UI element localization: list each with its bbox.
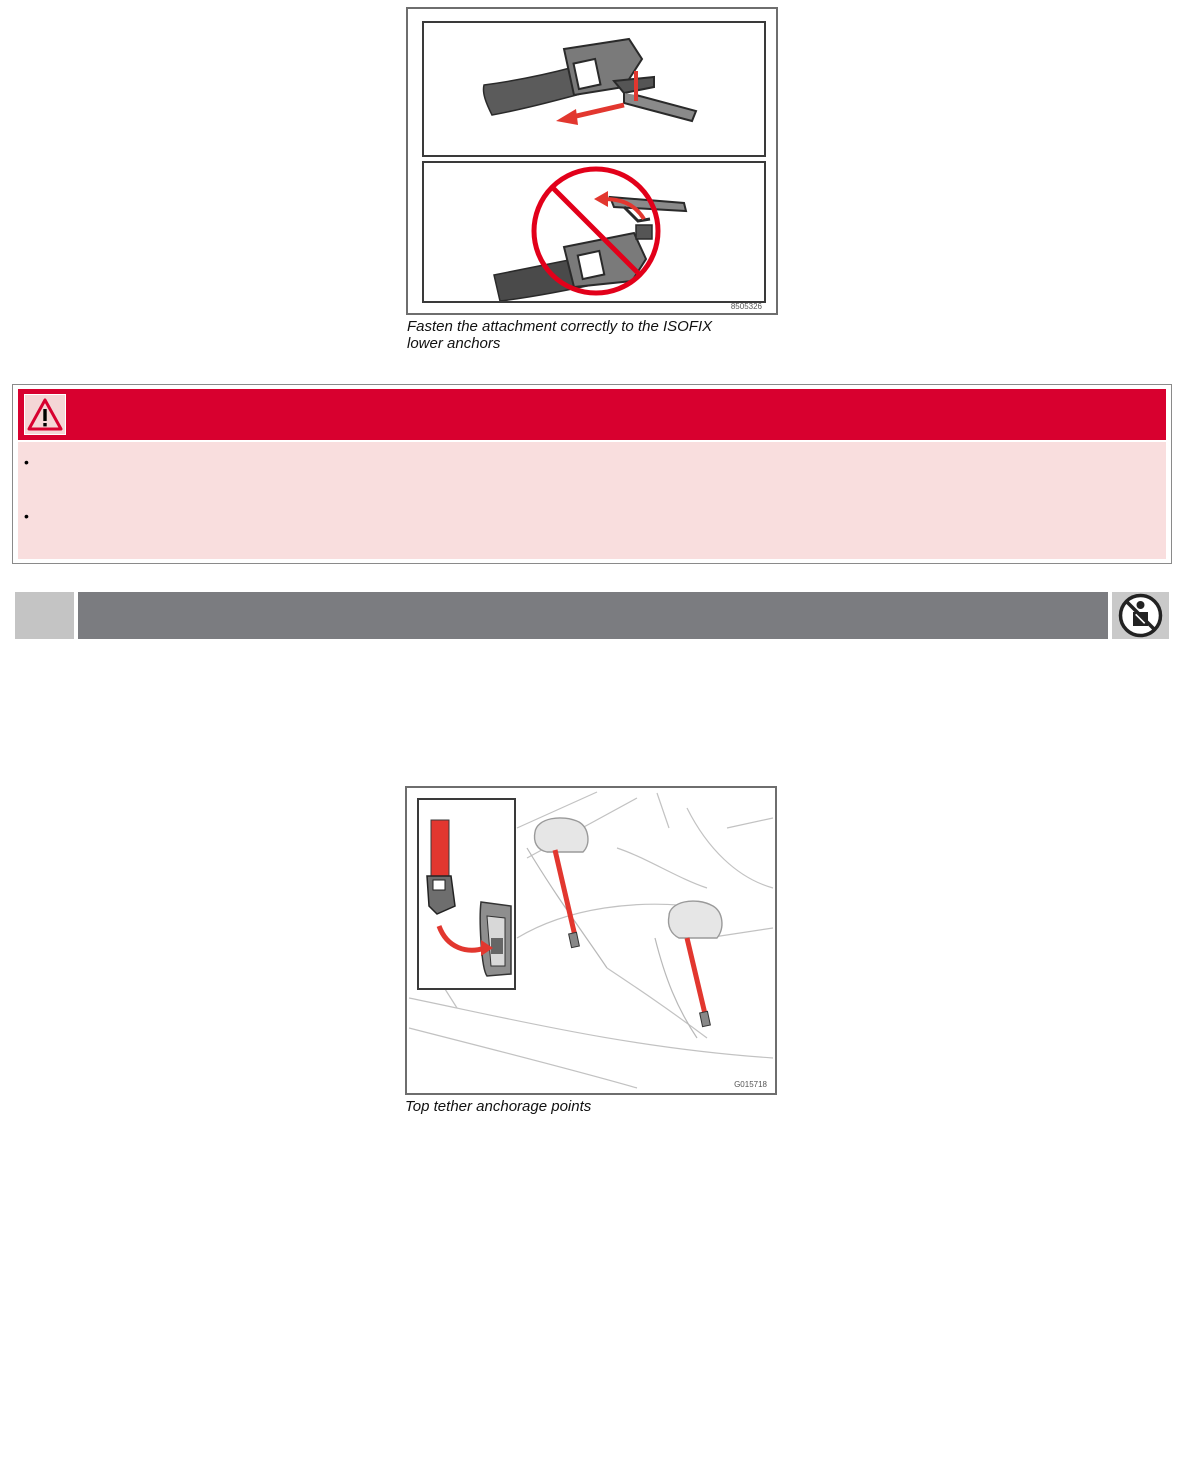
caption-line-1: Fasten the attachment correctly to the ISOFIX — [407, 318, 713, 335]
bullet-icon: • — [24, 454, 29, 470]
section-number-box — [15, 592, 74, 639]
figure-code: 8505326 — [730, 302, 762, 311]
section-header-bar — [78, 592, 1108, 639]
figure-caption — [407, 318, 712, 352]
figure-caption: Top tether anchorage points — [405, 1098, 592, 1115]
top-tether-illustration — [407, 788, 775, 1093]
correct-attachment-panel — [422, 21, 766, 157]
warning-triangle-icon — [24, 394, 66, 435]
warning-header — [18, 389, 1166, 440]
section-icon-box — [1112, 592, 1169, 639]
bullet-icon: • — [24, 508, 29, 524]
warning-body — [18, 442, 1166, 559]
child-seat-prohibited-icon — [1112, 592, 1169, 639]
incorrect-attachment-panel — [422, 161, 766, 303]
top-tether-figure — [405, 786, 777, 1095]
warning-box — [12, 384, 1172, 564]
incorrect-attachment-illustration — [424, 163, 764, 301]
caption-line-2: lower anchors — [407, 335, 501, 352]
figure-code: G015718 — [734, 1080, 767, 1089]
isofix-figure — [406, 7, 778, 315]
correct-attachment-illustration — [424, 23, 764, 155]
